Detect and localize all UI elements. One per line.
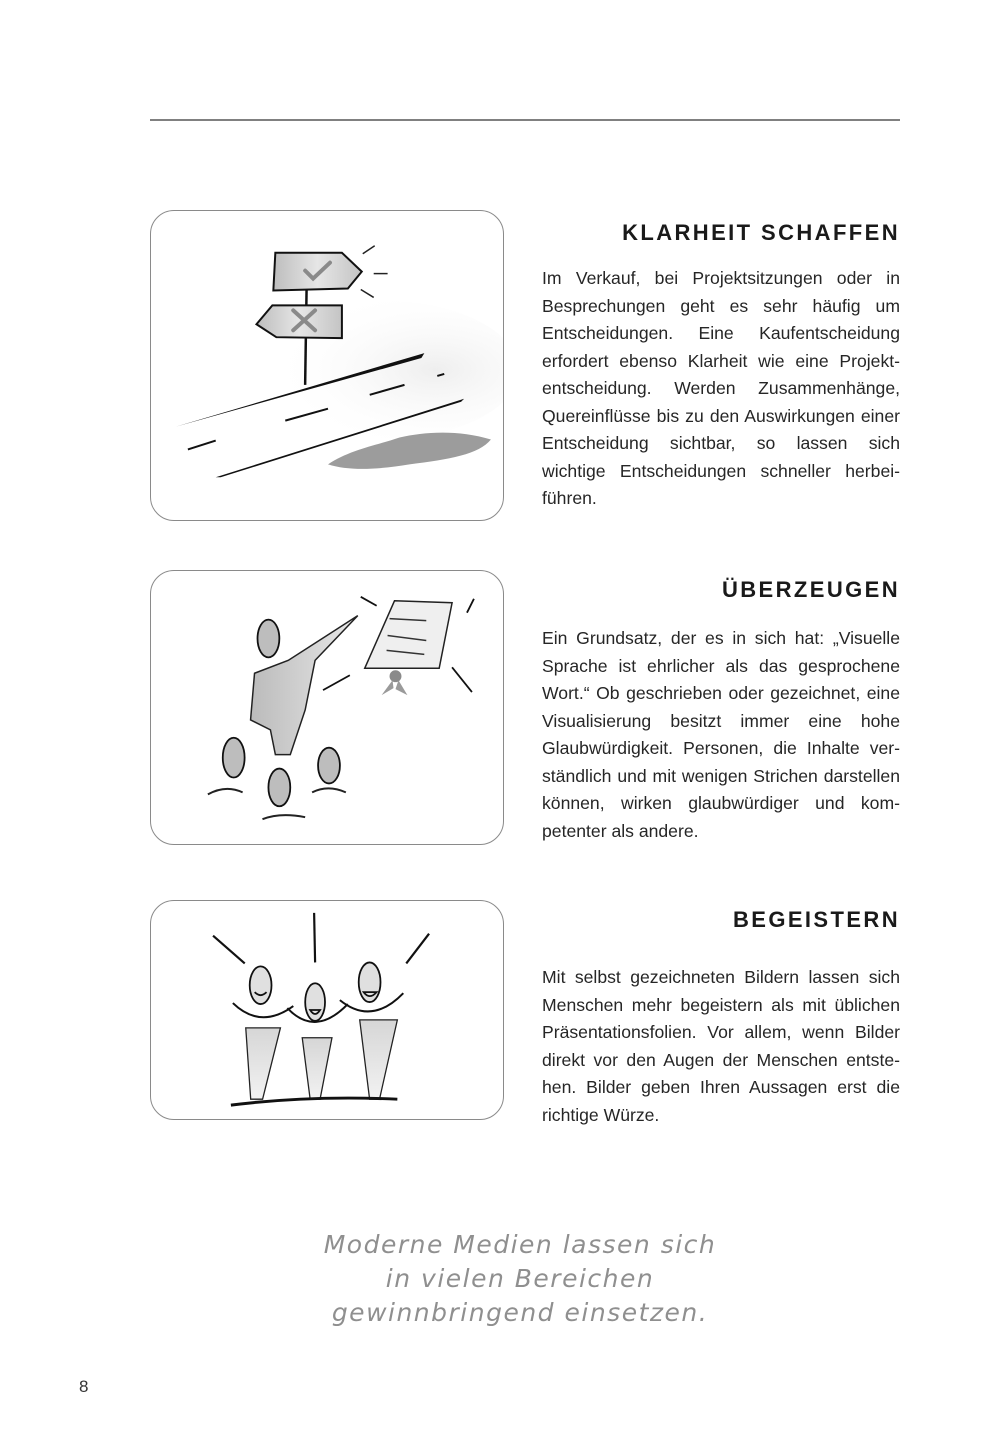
section-text xyxy=(542,222,900,513)
header-rule xyxy=(150,119,900,121)
section-text xyxy=(542,909,900,1129)
section-body: Mit selbst gezeichneten Bildern lassen sich Menschen mehr begeistern als mit üblichen Präsentationsfolien. Vor allem, wenn Bilder direkt vor den Augen der Menschen entstehen. Bilder geben Ihren Aussagen erst die richtige Würze. xyxy=(542,967,900,1125)
handwritten-quote xyxy=(250,1228,790,1330)
section-begeistern xyxy=(150,900,900,1125)
quote-line: gewinnbringend einsetzen. xyxy=(331,1298,709,1327)
page-number: 8 xyxy=(79,1377,89,1396)
section-text xyxy=(542,579,900,845)
section-heading: BEGEISTERN xyxy=(732,907,900,932)
section-heading: ÜBERZEUGEN xyxy=(721,577,900,602)
cheering-people-icon xyxy=(150,900,504,1120)
section-heading: KLARHEIT SCHAFFEN xyxy=(622,220,900,245)
quote-line: in vielen Bereichen xyxy=(385,1264,655,1293)
presenter-certificate-icon xyxy=(150,570,504,845)
quote-line: Moderne Medien lassen sich xyxy=(323,1230,717,1259)
section-klarheit-schaffen xyxy=(150,210,900,522)
signpost-road-icon xyxy=(150,210,504,521)
section-body: Ein Grundsatz, der es in sich hat: „Visuelle Sprache ist ehrlicher als das gesprochene Wort.“ Ob geschrieben oder gezeichnet, eine Visualisierung besitzt immer eine hohe Glaubwürdigkeit. Personen, die Inhalte verständlich und mit wenigen Strichen darstellen können, wirken glaubwürdiger und kompetenter als andere. xyxy=(542,628,900,841)
section-body: Im Verkauf, bei Projektsitzungen oder in Besprechungen geht es sehr häufig um Entscheidungen. Eine Kaufentscheidung erfordert ebenso Klarheit wie eine Projektentscheidung. Werden Zusammenhänge, Quereinflüsse bis zu den Auswirkungen einer Entscheidung sichtbar, so lassen sich wichtige Entscheidungen schneller herbeiführen. xyxy=(542,268,900,508)
section-ueberzeugen xyxy=(150,570,900,846)
